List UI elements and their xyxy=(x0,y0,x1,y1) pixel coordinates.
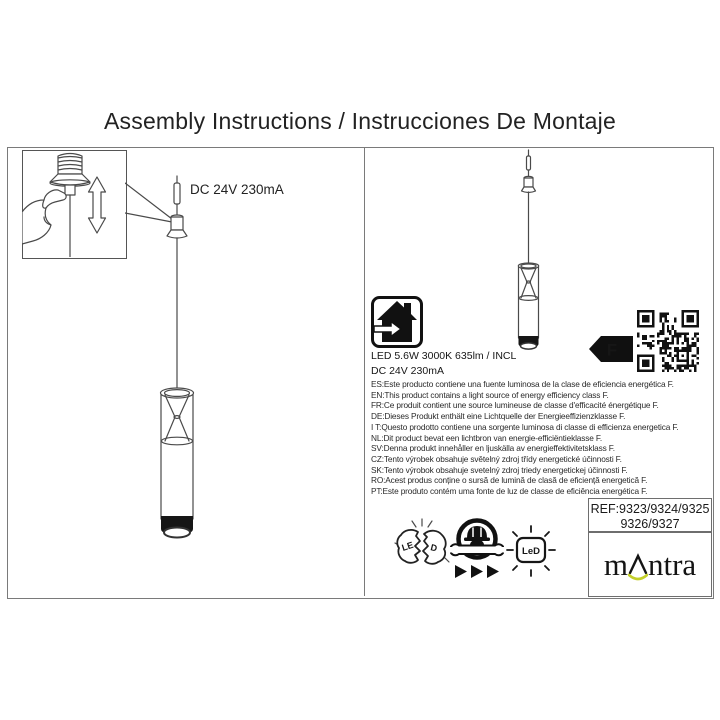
voltage-label: DC 24V 230mA xyxy=(190,182,284,197)
energy-statement-nl: NL:Dit product bevat een lichtbron van energie-efficiëntieklasse F. xyxy=(371,432,603,443)
pendant-lamp-drawing-left xyxy=(140,150,220,550)
energy-class-statements xyxy=(371,379,711,497)
energy-statement-it: I T:Questo prodotto contiene una sorgente luminosa di classe di efficienza energetica F. xyxy=(371,421,679,432)
energy-statement-sv: SV:Denna produkt innehåller en ljuskälla av energieffektivitetsklass F. xyxy=(371,443,615,454)
energy-class-arrow xyxy=(588,335,634,363)
brand-smile-accent xyxy=(629,575,647,579)
torn-led-right-label: D xyxy=(429,542,439,554)
brand-caret-icon xyxy=(628,551,648,583)
height-adjustment-illustration xyxy=(22,150,125,257)
energy-statement-es: ES:Este producto contiene una fuente luminosa de la clase de eficiencia energética F. xyxy=(371,379,674,389)
cable-gripper-icon xyxy=(50,154,90,258)
suspension-cable xyxy=(522,150,536,263)
brand-logo-m: m xyxy=(603,546,628,582)
pendant-lamp-drawing-right xyxy=(505,146,553,358)
energy-statement-ro: RO:Acest produs conține o sursă de lumină de clasă de eficiență energetică F. xyxy=(371,475,648,486)
lamp-body xyxy=(161,388,194,538)
led-lamp-icon xyxy=(505,520,557,582)
energy-statement-sk: SK:Tento výrobok obsahuje svetelný zdroj triedy energetickej účinnosti F. xyxy=(371,464,628,475)
torn-led-left-label: LE xyxy=(400,539,415,553)
built-in-light-source-icon xyxy=(371,296,423,348)
brand-logo-ntra: ntra xyxy=(647,546,697,582)
lamp-specs-line: LED 5.6W 3000K 635lm / INCL xyxy=(371,350,517,362)
up-down-arrow-icon xyxy=(89,177,106,233)
energy-statement-en: EN:This product contains a light source of energy efficiency class F. xyxy=(371,389,609,400)
energy-statement-de: DE:Dieses Produkt enthält eine Lichtquelle der Energieeffizienzklasse F. xyxy=(371,411,626,422)
brand-logo xyxy=(603,546,697,582)
reference-line2: 9326/9327 xyxy=(620,517,680,531)
lamp-body xyxy=(518,263,538,349)
wrench-icon xyxy=(450,544,504,555)
column-divider xyxy=(364,148,365,596)
energy-statement-fr: FR:Ce produit contient une source lumineuse de classe d'efficacité énergétique F. xyxy=(371,400,659,411)
brand-box xyxy=(588,532,712,597)
energy-class-letter: F xyxy=(606,340,618,360)
professional-service-icon xyxy=(450,515,504,581)
reference-line1: REF:9323/9324/9325 xyxy=(590,502,710,516)
led-label: LeD xyxy=(522,546,540,557)
energy-statement-cz: CZ:Tento výrobek obsahuje světelný zdroj třídy energetické účinnosti F. xyxy=(371,453,622,464)
hand-icon xyxy=(22,190,66,244)
lamp-voltage-line: DC 24V 230mA xyxy=(371,365,444,377)
broken-led-icon xyxy=(394,518,450,582)
suspension-cable xyxy=(167,176,187,390)
arrows-icon xyxy=(455,565,499,578)
page-title: Assembly Instructions / Instrucciones De Montaje xyxy=(104,108,616,134)
energy-statement-pt: PT:Este produto contém uma fonte de luz de classe de eficiência energética F. xyxy=(371,486,648,497)
qr-code xyxy=(637,310,699,372)
reference-box xyxy=(588,498,712,532)
